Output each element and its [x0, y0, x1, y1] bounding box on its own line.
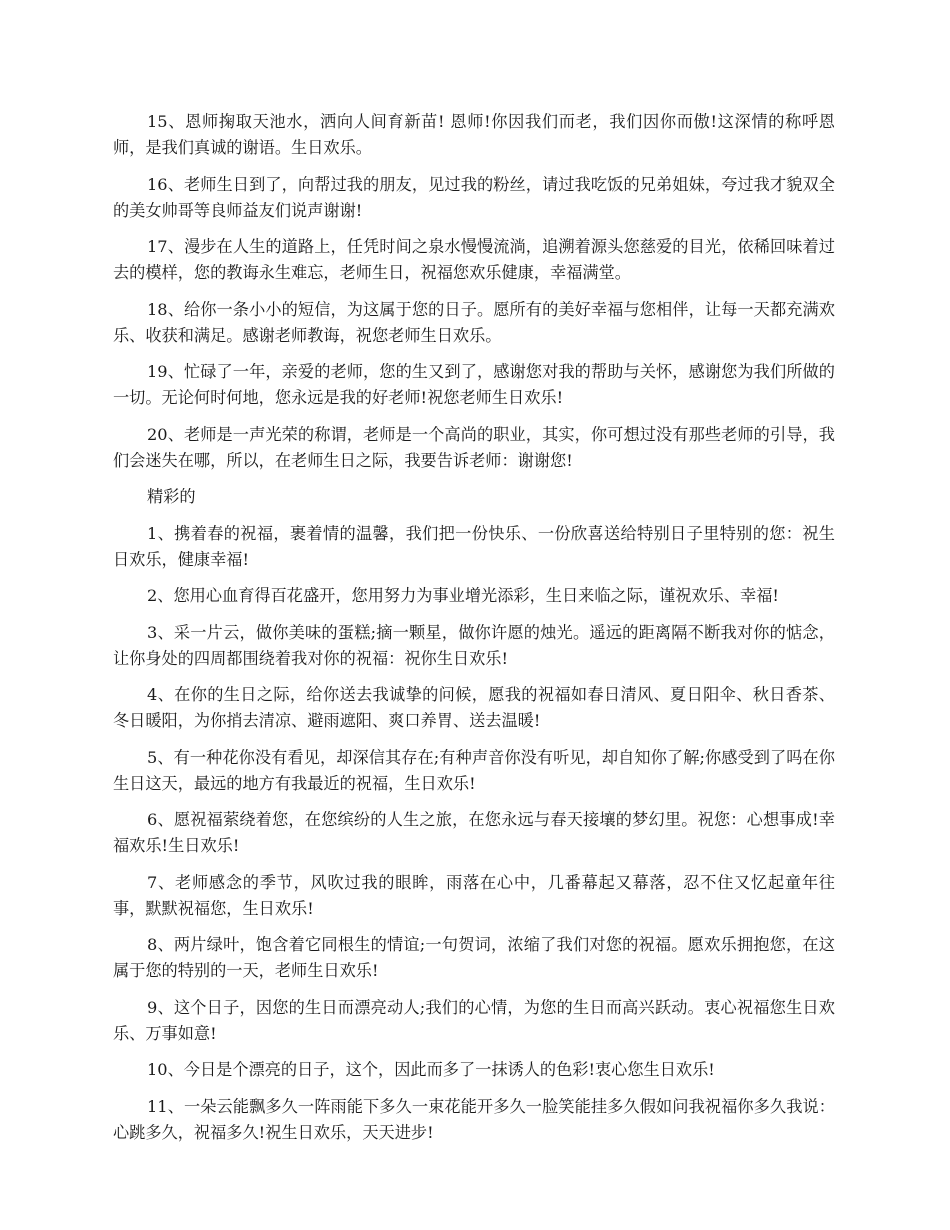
paragraph-2: 2、您用心血育得百花盛开，您用努力为事业增光添彩，生日来临之际，谨祝欢乐、幸福! — [147, 586, 779, 605]
paragraph-4: 4、在你的生日之际，给你送去我诚挚的问候，愿我的祝福如春日清风、夏日阳伞、秋日香茶、冬日暖阳，为你捎去清凉、避雨遮阳、爽口养胃、送去温暖! — [113, 685, 835, 730]
paragraph-11: 11、一朵云能飘多久一阵雨能下多久一束花能开多久一脸笑能挂多久假如问我祝福你多久我说：心跳多久，祝福多久!祝生日欢乐，天天进步! — [113, 1096, 835, 1142]
paragraph-6: 6、愿祝福萦绕着您，在您缤纷的人生之旅，在您永远与春天接壤的梦幻里。祝您：心想事成!幸福欢乐!生日欢乐! — [113, 810, 835, 855]
paragraph-5: 5、有一种花你没有看见，却深信其存在;有种声音你没有听见，却自知你了解;你感受到了吗在你生日这天，最远的地方有我最近的祝福，生日欢乐! — [113, 747, 835, 793]
paragraph-17: 17、漫步在人生的道路上，任凭时间之泉水慢慢流淌，追溯着源头您慈爱的目光，依稀回味着过去的模样，您的教诲永生难忘，老师生日，祝福您欢乐健康，幸福满堂。 — [113, 237, 835, 282]
paragraph-19: 19、忙碌了一年，亲爱的老师，您的生又到了，感谢您对我的帮助与关怀，感谢您为我们所做的一切。无论何时何地，您永远是我的好老师!祝您老师生日欢乐! — [113, 362, 835, 407]
paragraph-7: 7、老师感念的季节，风吹过我的眼眸，雨落在心中，几番幕起又幕落，忍不住又忆起童年往事，默默祝福您，生日欢乐! — [113, 872, 835, 918]
paragraph-1: 1、携着春的祝福，裹着情的温馨，我们把一份快乐、一份欣喜送给特别日子里特别的您：祝生日欢乐，健康幸福! — [113, 523, 835, 569]
paragraph-15: 15、恩师掬取天池水，洒向人间育新苗! 恩师!你因我们而老，我们因你而傲!这深情的称呼恩师，是我们真诚的谢语。生日欢乐。 — [113, 112, 835, 157]
paragraph-16: 16、老师生日到了，向帮过我的朋友，见过我的粉丝，请过我吃饭的兄弟姐妹，夸过我才貌双全的美女帅哥等良师益友们说声谢谢! — [113, 174, 835, 220]
paragraph-10: 10、今日是个漂亮的日子，这个，因此而多了一抹诱人的色彩!衷心您生日欢乐! — [147, 1060, 715, 1079]
paragraph-20: 20、老师是一声光荣的称谓，老师是一个高尚的职业，其实，你可想过没有那些老师的引导，我们会迷失在哪，所以，在老师生日之际，我要告诉老师：谢谢您! — [113, 424, 835, 470]
document-body — [113, 109, 835, 1156]
paragraph-9: 9、这个日子，因您的生日而漂亮动人;我们的心情，为您的生日而高兴跃动。衷心祝福您生日欢乐、万事如意! — [113, 997, 835, 1043]
paragraph-18: 18、给你一条小小的短信，为这属于您的日子。愿所有的美好幸福与您相伴，让每一天都充满欢乐、收获和满足。感谢老师教诲，祝您老师生日欢乐。 — [113, 299, 835, 345]
section-label: 精彩的 — [147, 487, 196, 506]
paragraph-3: 3、采一片云，做你美味的蛋糕;摘一颗星，做你许愿的烛光。遥远的距离隔不断我对你的惦念，让你身处的四周都围绕着我对你的祝福：祝你生日欢乐! — [113, 622, 835, 668]
paragraph-8: 8、两片绿叶，饱含着它同根生的情谊;一句贺词，浓缩了我们对您的祝福。愿欢乐拥抱您，在这属于您的特别的一天，老师生日欢乐! — [113, 935, 835, 980]
